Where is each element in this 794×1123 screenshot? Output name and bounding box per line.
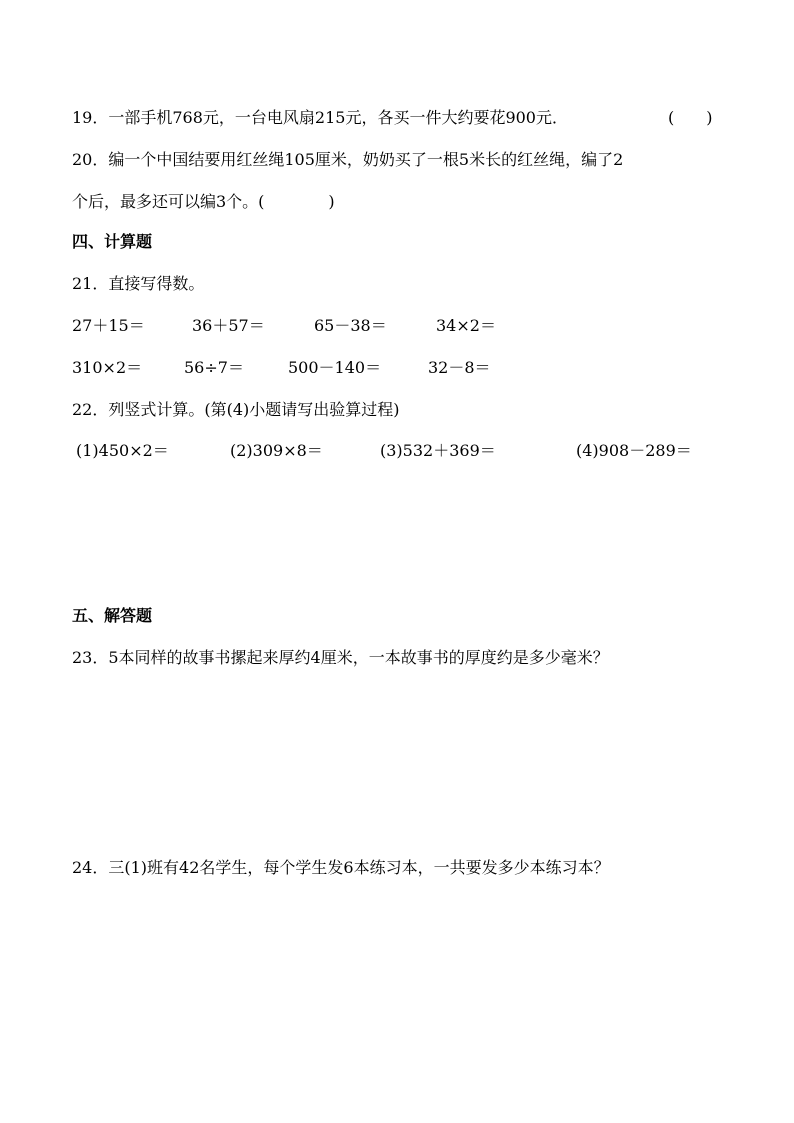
q21-item: 500－140＝: [288, 358, 382, 377]
q21-item: 310×2＝: [72, 358, 143, 377]
section-heading-calculation: 四、计算题: [72, 232, 153, 251]
q21-item: 34×2＝: [436, 316, 496, 335]
q22-item: (2)309×8＝: [230, 441, 323, 460]
question-20-line-2: 个后，最多还可以编3个。( ): [72, 192, 335, 211]
q21-item: 36＋57＝: [192, 316, 265, 335]
q22-item: (1)450×2＝: [76, 441, 169, 460]
q21-item: 56÷7＝: [184, 358, 244, 377]
q21-item: 32－8＝: [428, 358, 491, 377]
q22-item: (3)532＋369＝: [380, 441, 496, 460]
question-19: 19．一部手机768元，一台电风扇215元，各买一件大约要花900元．: [72, 108, 568, 127]
question-24: 24．三(1)班有42名学生，每个学生发6本练习本，一共要发多少本练习本？: [72, 858, 610, 877]
question-20-line-1: 20．编一个中国结要用红丝绳105厘米，奶奶买了一根5米长的红丝绳，编了2: [72, 150, 624, 169]
question-23: 23．5本同样的故事书摞起来厚约4厘米，一本故事书的厚度约是多少毫米？: [72, 648, 609, 667]
answer-blank-19: ( ): [668, 108, 713, 127]
q21-item: 65－38＝: [314, 316, 387, 335]
q22-item: (4)908－289＝: [576, 441, 692, 460]
question-22: 22．列竖式计算。(第(4)小题请写出验算过程): [72, 400, 400, 419]
question-21: 21．直接写得数。: [72, 274, 205, 293]
section-heading-word-problems: 五、解答题: [72, 606, 153, 625]
q21-item: 27＋15＝: [72, 316, 145, 335]
